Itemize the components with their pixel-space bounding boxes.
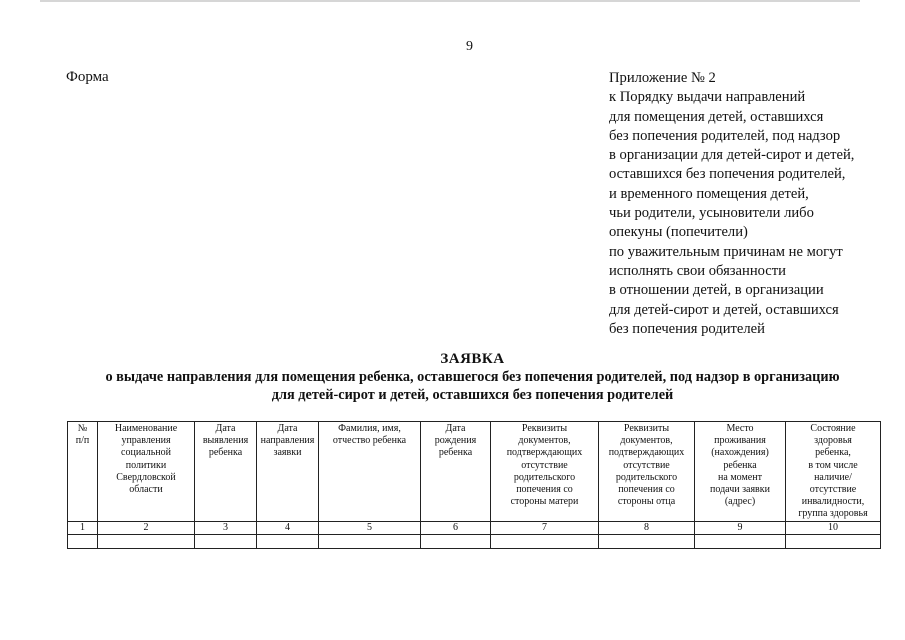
column-header (421, 422, 491, 522)
column-header (599, 422, 695, 522)
document-title: ЗАЯВКА (440, 351, 505, 367)
column-number: 6 (421, 522, 491, 535)
table-cell-empty[interactable] (695, 535, 786, 549)
column-header-line: на момент (718, 471, 762, 483)
column-header-line: Дата (445, 423, 466, 434)
column-header-line: № (77, 423, 88, 434)
column-header-line: (адрес) (724, 496, 756, 508)
column-header-line: подачи заявки (710, 484, 770, 496)
appendix-line: оставшихся без попечения родителей, (609, 166, 846, 183)
column-header-line: документов, (620, 435, 673, 447)
column-header-line: социальной (121, 447, 171, 459)
appendix-line: к Порядку выдачи направлений (609, 89, 806, 106)
column-header-line: ребенка (438, 447, 473, 459)
column-header-line: заявки (273, 447, 302, 459)
column-header-line: области (129, 484, 163, 496)
appendix-line: без попечения родителей, под надзор (609, 127, 841, 144)
column-header-line: родительского (615, 471, 678, 483)
column-header-line: ребенка (723, 459, 757, 471)
column-header-line: проживания (714, 435, 766, 447)
column-header-line: Дата (277, 423, 298, 434)
table-cell-empty[interactable] (786, 535, 881, 549)
column-header (319, 422, 421, 522)
form-label: Форма (66, 69, 109, 85)
table-cell-empty[interactable] (421, 535, 491, 549)
document-subtitle-line2: для детей-сирот и детей, оставшихся без попечения родителей (271, 387, 674, 403)
column-header (786, 422, 881, 522)
table-cell-empty[interactable] (195, 535, 257, 549)
column-header-line: в том числе (808, 459, 858, 471)
column-header-line: Фамилия, имя, (338, 423, 401, 434)
column-number: 7 (491, 522, 599, 535)
column-header-line: Реквизиты (521, 423, 568, 434)
top-scan-rule (40, 0, 860, 2)
column-header-line: рождения (434, 435, 477, 447)
column-header (195, 422, 257, 522)
column-header-line: инвалидности, (801, 496, 865, 508)
column-header-line: стороны отца (617, 496, 676, 508)
appendix-line: Приложение № 2 (609, 70, 716, 86)
column-header-line: Состояние (810, 423, 856, 434)
table-cell-empty[interactable] (491, 535, 599, 549)
column-header-line: попечения со (618, 484, 675, 496)
column-header-line: п/п (75, 435, 90, 447)
column-number: 10 (786, 522, 881, 535)
column-header-line: Реквизиты (623, 423, 670, 434)
column-header-line: управления (121, 435, 171, 447)
table-cell-empty[interactable] (599, 535, 695, 549)
column-header-line: подтверждающих (506, 447, 583, 459)
appendix-line: в отношении детей, в организации (609, 282, 824, 299)
column-number: 8 (599, 522, 695, 535)
column-number-row (68, 522, 881, 535)
column-header-line: ребенка (208, 447, 243, 459)
appendix-line: исполнять свои обязанности (609, 262, 786, 279)
column-header (98, 422, 195, 522)
column-number: 1 (68, 522, 98, 535)
column-header-line: родительского (513, 471, 576, 483)
column-header-line: выявления (202, 435, 249, 447)
column-header (491, 422, 599, 522)
column-header-line: здоровья (814, 435, 852, 447)
column-header-line: политики (125, 459, 167, 471)
column-header-line: попечения со (516, 484, 573, 496)
document-subtitle-line1: о выдаче направления для помещения ребенка, оставшегося без попечения родителей, под надзор в организацию (105, 369, 840, 385)
column-header-line: документов, (518, 435, 571, 447)
table-cell-empty[interactable] (319, 535, 421, 549)
column-header-line: стороны матери (510, 496, 579, 508)
table-header-row (68, 422, 881, 522)
column-header-line: отсутствие (809, 484, 857, 496)
table-row (68, 535, 881, 549)
appendix-line: для помещения детей, оставшихся (609, 108, 824, 125)
appendix-line: по уважительным причинам не могут (609, 243, 843, 260)
column-number: 3 (195, 522, 257, 535)
table-cell-empty[interactable] (98, 535, 195, 549)
request-table (67, 421, 881, 549)
column-header-line: направления (260, 435, 315, 447)
appendix-line: и временного помещения детей, (609, 185, 809, 202)
page-number: 9 (466, 39, 473, 54)
column-header-line: Наименование (114, 423, 178, 434)
column-header (695, 422, 786, 522)
table-cell-empty[interactable] (257, 535, 319, 549)
column-header-line: наличие/ (814, 471, 852, 483)
appendix-line: для детей-сирот и детей, оставшихся (609, 301, 839, 318)
column-header-line: ребенка, (815, 447, 851, 459)
appendix-line: без попечения родителей (609, 320, 765, 337)
column-number: 9 (695, 522, 786, 535)
column-header-line: Дата (215, 423, 236, 434)
column-number: 5 (319, 522, 421, 535)
table-cell-empty[interactable] (68, 535, 98, 549)
column-header-line: отсутствие (623, 459, 670, 471)
column-number: 2 (98, 522, 195, 535)
column-number: 4 (257, 522, 319, 535)
column-header-line: группа здоровья (798, 508, 868, 520)
appendix-line: чьи родители, усыновители либо (609, 205, 814, 222)
appendix-line: в организации для детей-сирот и детей, (609, 147, 855, 164)
column-header-line: (нахождения) (711, 447, 769, 459)
column-header-line: подтверждающих (608, 447, 685, 459)
document-title-block (40, 350, 905, 404)
column-header (68, 422, 98, 522)
column-header-line: Свердловской (116, 471, 176, 483)
column-header-line: Место (726, 423, 754, 434)
column-header (257, 422, 319, 522)
appendix-block (609, 69, 899, 339)
column-header-line: отсутствие (521, 459, 568, 471)
appendix-line: опекуны (попечители) (609, 224, 748, 241)
column-header-line: отчество ребенка (332, 435, 407, 447)
